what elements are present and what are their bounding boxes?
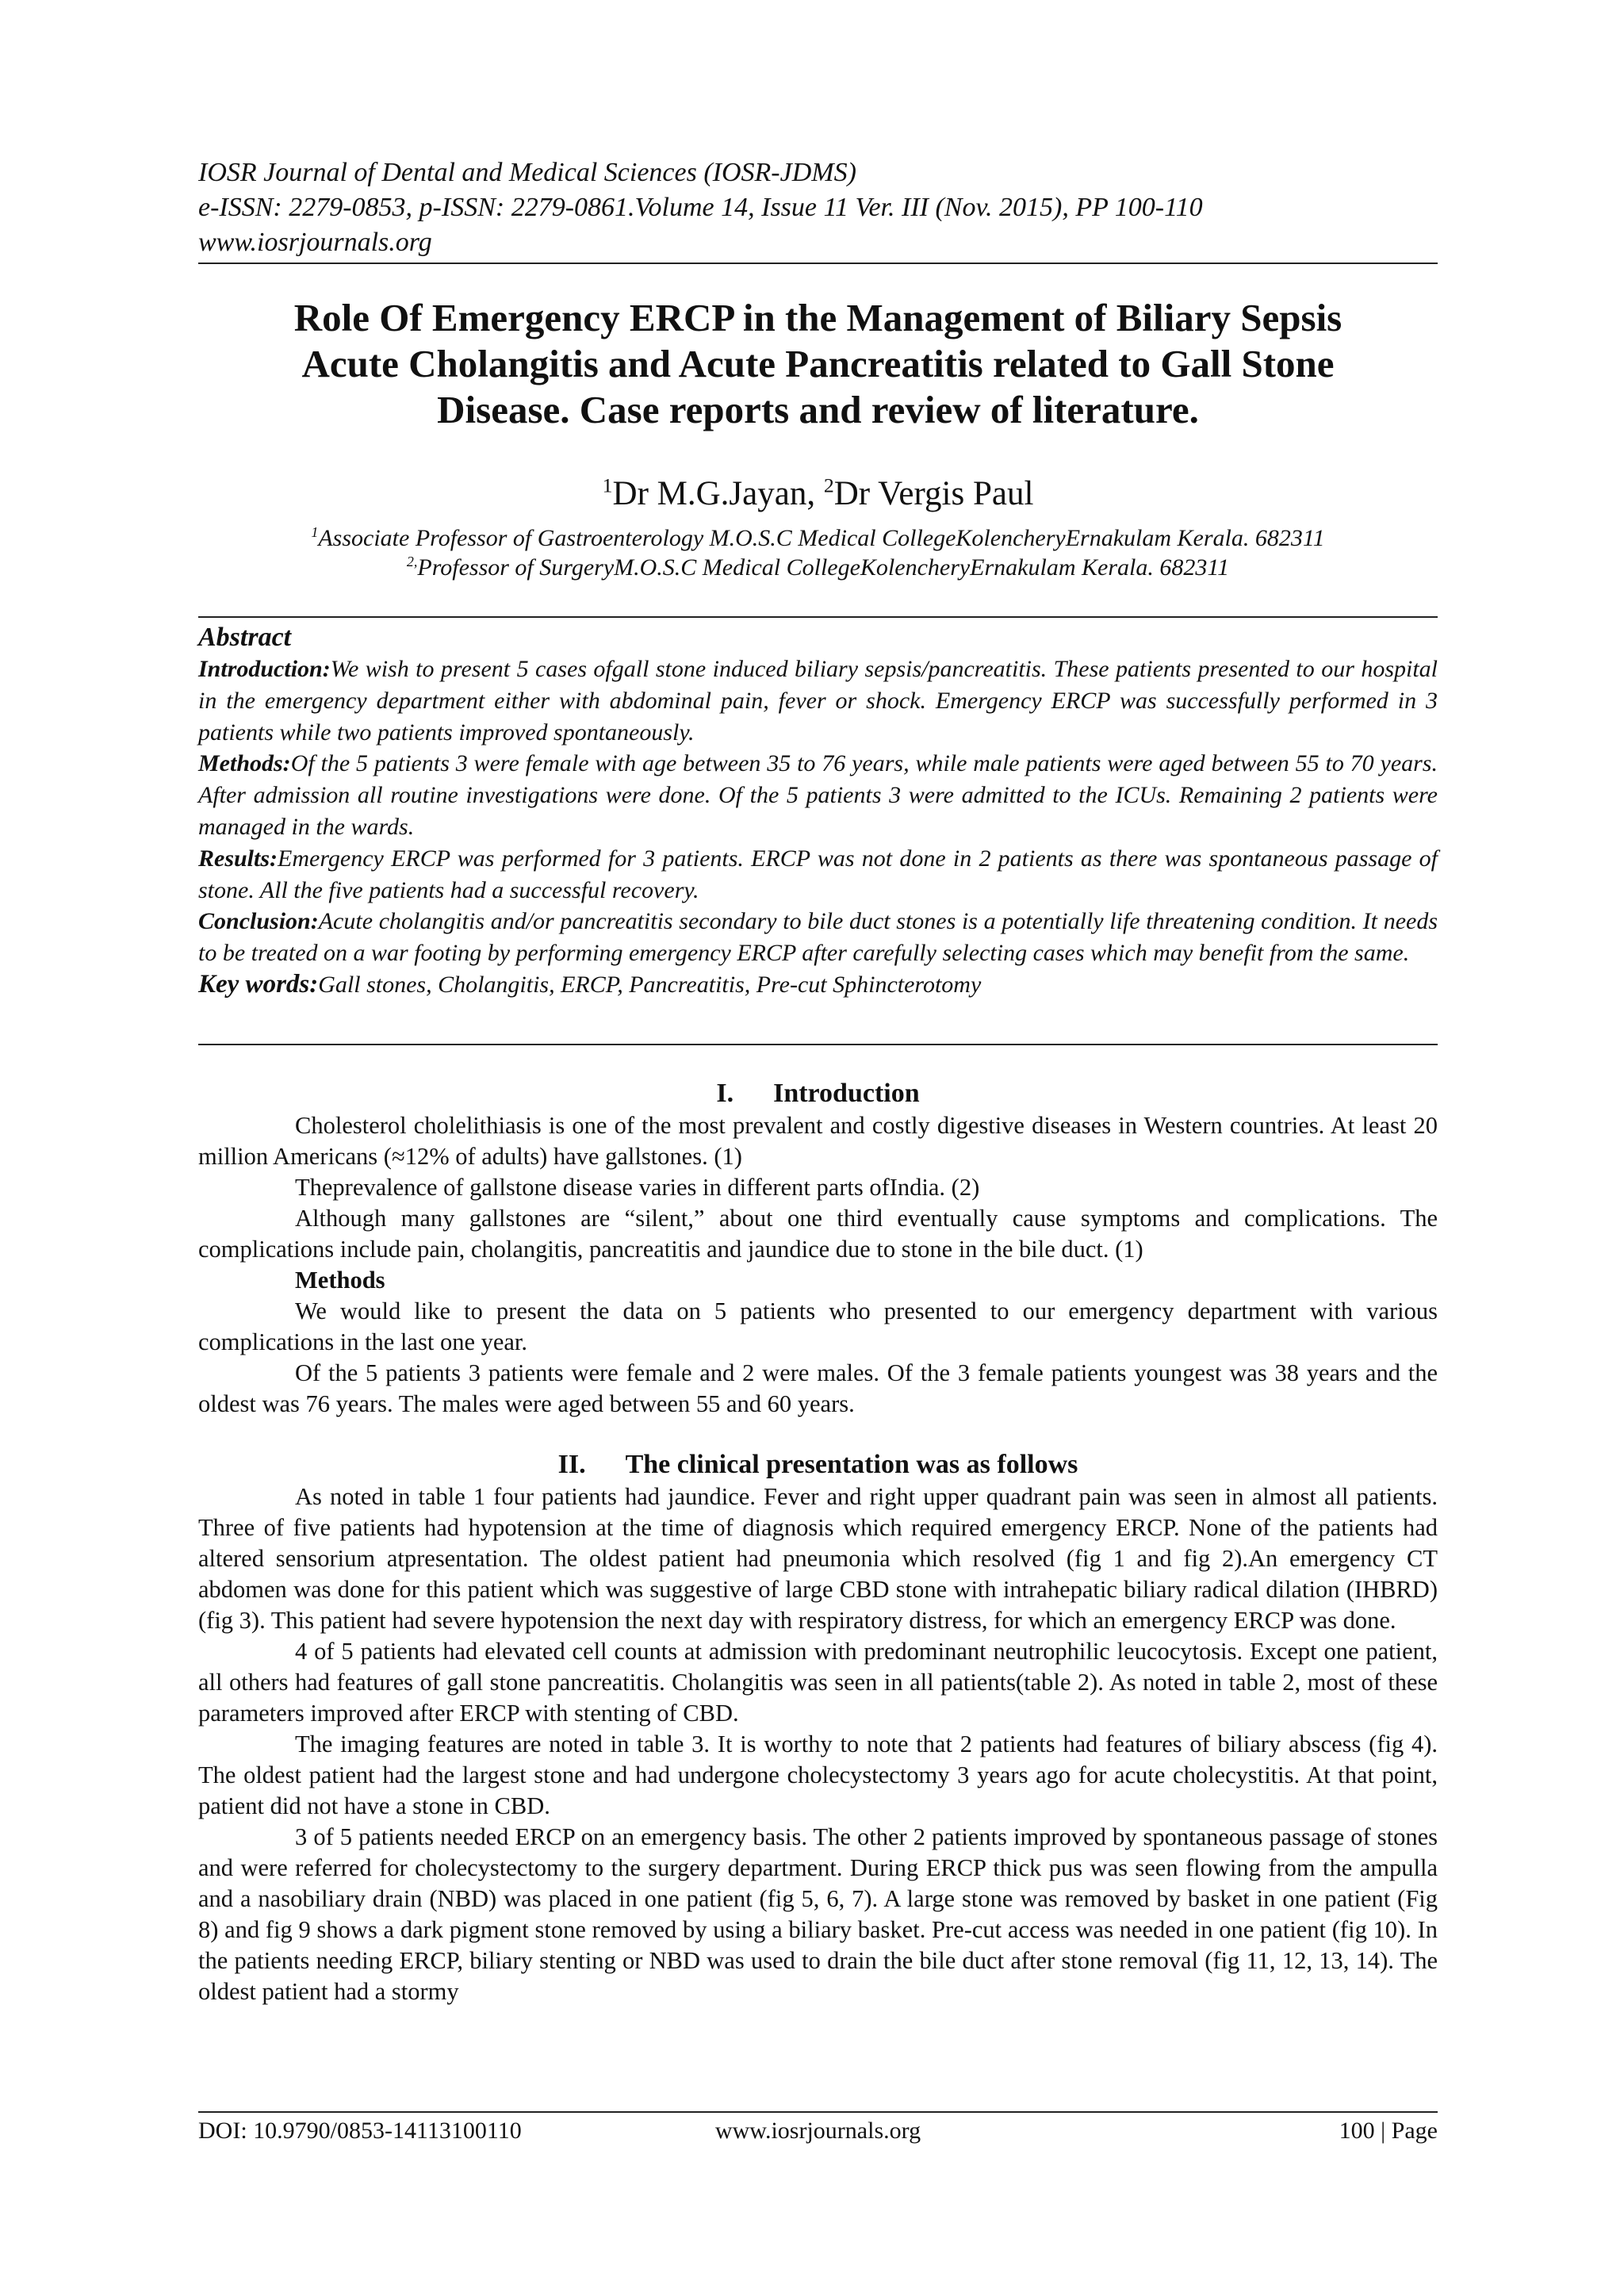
keywords-label: Key words: bbox=[198, 969, 319, 999]
paragraph: Of the 5 patients 3 patients were female and 2 were males. Of the 3 female patients youngest was 38 years and the oldest was 76 years. The males were aged between 55 and 60 years. bbox=[198, 1359, 1438, 1417]
abstract-keywords: Key words:Gall stones, Cholangitis, ERCP, Pancreatitis, Pre-cut Sphincterotomy bbox=[198, 969, 982, 999]
abstract-results-label: Results: bbox=[198, 845, 278, 872]
abstract-results: Results:Emergency ERCP was performed for 3 patients. ERCP was not done in 2 patients as there was spontaneous passage of stone. All the five patients had a successful recovery. bbox=[198, 845, 1438, 903]
subheading-methods: Methods bbox=[295, 1267, 385, 1294]
affiliation-1: $^1$Associate Professor of Gastroenterology M.O.S.C Medical CollegeKolencheryErnakulam Kerala. 682311 bbox=[311, 524, 1325, 551]
paragraph: We would like to present the data on 5 patients who presented to our emergency department with various complications in the last one year. bbox=[198, 1297, 1438, 1355]
author-2: Dr Vergis Paul bbox=[833, 475, 1034, 512]
author-1-marker: 1 bbox=[602, 473, 613, 497]
abstract bbox=[198, 622, 1438, 1001]
paragraph: Theprevalence of gallstone disease varies in different parts ofIndia. (2) bbox=[295, 1174, 980, 1201]
paragraph: As noted in table 1 four patients had jaundice. Fever and right upper quadrant pain was seen in almost all patients. Three of five patients had hypotension at the time of diagnosis which required emergency ERCP. None of the patients had altered sensorium atpresentation. The oldest patient had pneumonia which resolved (fig 1 and fig 2).An emergency CT abdomen was done for this patient which was suggestive of large CBD stone with intrahepatic biliary radical dilation (IHBRD)(fig 3). This patient had severe hypotension the next day with respiratory distress, for which an emergency ERCP was done. bbox=[198, 1483, 1438, 1634]
paragraph: The imaging features are noted in table 3. It is worthy to note that 2 patients had features of biliary abscess (fig 4). The oldest patient had the largest stone and had undergone cholecystectomy 3 years ago for acute cholecystitis. At that point, patient did not have a stone in CBD. bbox=[198, 1731, 1438, 1819]
journal-website: www.iosrjournals.org bbox=[198, 228, 432, 257]
affiliation-2: $^{2,}$Professor of SurgeryM.O.S.C Medical CollegeKolencheryErnakulam Kerala. 682311 bbox=[406, 554, 1230, 581]
abstract-heading: Abstract bbox=[198, 623, 292, 652]
footer-doi: DOI: 10.9790/0853-14113100110 bbox=[198, 2118, 522, 2144]
paragraph: 3 of 5 patients needed ERCP on an emergency basis. The other 2 patients improved by spontaneous passage of stones and were referred for cholecystectomy to the surgery department. During ERCP thick pus was seen flowing from the ampulla and a nasobiliary drain (NBD) was placed in one patient (fig 5, 6, 7). A large stone was removed by basket in one patient (Fig 8) and fig 9 shows a dark pigment stone removed by using a biliary basket. Pre-cut access was needed in one patient (fig 10). In the patients needing ERCP, biliary stenting or NBD was used to drain the bile duct after stone removal (fig 11, 12, 13, 14). The oldest patient had a stormy bbox=[198, 1823, 1438, 2005]
paragraph: Cholesterol cholelithiasis is one of the most prevalent and costly digestive diseases in Western countries. At least 20 million Americans (≈12% of adults) have gallstones. (1) bbox=[198, 1112, 1438, 1170]
section-gap bbox=[198, 1420, 1438, 1448]
main-body bbox=[198, 1077, 1438, 2007]
abstract-methods-label: Methods: bbox=[198, 750, 291, 777]
journal-header bbox=[198, 155, 1438, 260]
footer-divider bbox=[198, 2111, 1438, 2113]
journal-issn-volume: e-ISSN: 2279-0853, p-ISSN: 2279-0861.Volume 14, Issue 11 Ver. III (Nov. 2015), PP 100-110 bbox=[198, 193, 1203, 222]
paragraph: 4 of 5 patients had elevated cell counts at admission with predominant neutrophilic leucocytosis. Except one patient, all others had features of gall stone pancreatitis. Cholangitis was seen in all patients(table 2). As noted in table 2, most of these parameters improved after ERCP with stenting of CBD. bbox=[198, 1638, 1438, 1727]
abstract-bottom-divider bbox=[198, 1044, 1438, 1045]
footer-website: www.iosrjournals.org bbox=[714, 2118, 921, 2144]
abstract-introduction: Introduction:We wish to present 5 cases ofgall stone induced biliary sepsis/pancreatitis. These patients presented to our hospital in the emergency department either with abdominal pain, fever or shock. Emergency ERCP was successfully performed in 3 patients while two patients improved spontaneously. bbox=[198, 656, 1438, 746]
title-line-1: Role Of Emergency ERCP in the Management of Biliary Sepsis bbox=[293, 296, 1342, 339]
abstract-conclusion: Conclusion:Acute cholangitis and/or pancreatitis secondary to bile duct stones is a potentially life threatening condition. It needs to be treated on a war footing by performing emergency ERCP after carefully selecting cases which may benefit from the same. bbox=[198, 908, 1438, 967]
author-1: Dr M.G.Jayan, bbox=[612, 475, 824, 512]
author-2-marker: 2 bbox=[823, 473, 834, 497]
abstract-methods: Methods:Of the 5 patients 3 were female with age between 35 to 76 years, while male patients were aged between 55 to 70 years. After admission all routine investigations were done. Of the 5 patients 3 were admitted to the ICUs. Remaining 2 patients were managed in the wards. bbox=[198, 750, 1438, 840]
footer-page-number: 100 | Page bbox=[1339, 2118, 1438, 2144]
section-heading-introduction: I. Introduction bbox=[716, 1079, 920, 1108]
affiliation-2-marker: 2, bbox=[406, 554, 418, 569]
header-divider bbox=[198, 263, 1438, 264]
title-line-2: Acute Cholangitis and Acute Pancreatitis related to Gall Stone bbox=[301, 342, 1335, 385]
journal-name: IOSR Journal of Dental and Medical Sciences (IOSR-JDMS) bbox=[198, 158, 856, 187]
paragraph: Although many gallstones are “silent,” about one third eventually cause symptoms and complications. The complications include pain, cholangitis, pancreatitis and jaundice due to stone in the bile duct. (1) bbox=[198, 1205, 1438, 1263]
section-heading-clinical-presentation: II. The clinical presentation was as follows bbox=[557, 1450, 1078, 1479]
affiliations bbox=[198, 523, 1438, 582]
abstract-introduction-label: Introduction: bbox=[198, 656, 331, 682]
author-list bbox=[198, 474, 1438, 514]
title-line-3: Disease. Case reports and review of literature. bbox=[437, 388, 1199, 431]
paper-title bbox=[198, 295, 1438, 433]
abstract-top-divider bbox=[198, 616, 1438, 618]
abstract-conclusion-label: Conclusion: bbox=[198, 908, 319, 935]
affiliation-1-marker: 1 bbox=[311, 524, 319, 540]
